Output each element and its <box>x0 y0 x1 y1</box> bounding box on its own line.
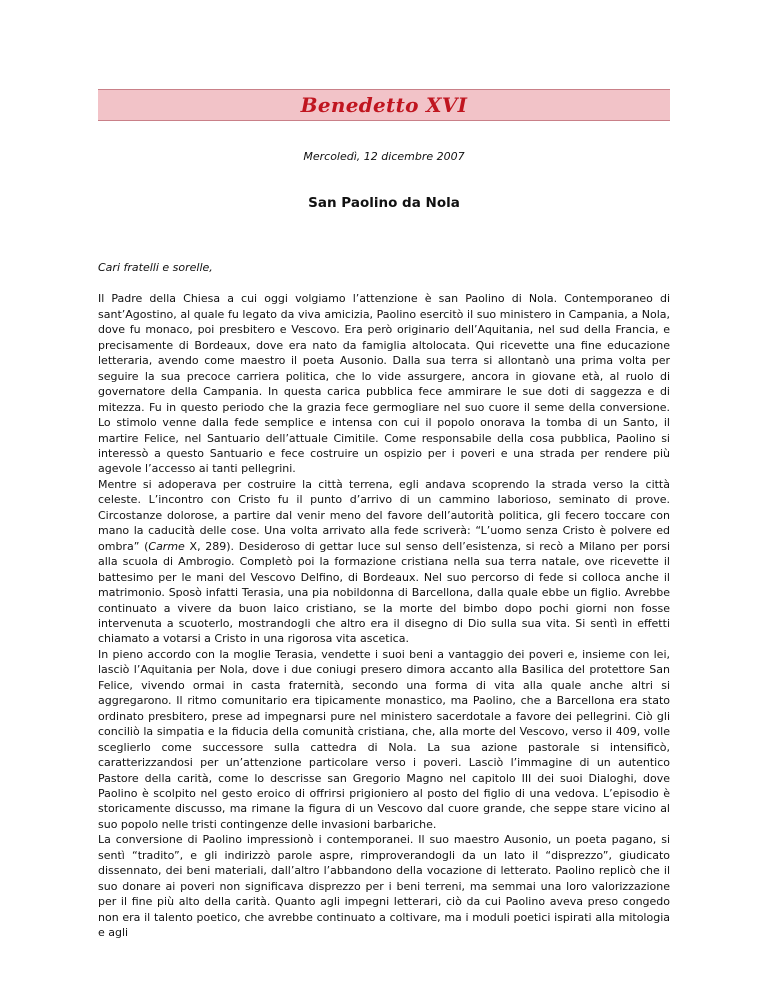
paragraph-2-part-a: Mentre si adoperava per costruire la città terrena, egli andava scoprendo la strada verso la città celeste. L’incontro con Cristo fu il punto d’arrivo di un cammino laborioso, seminato di prove. Circostanze dolorose, a partire dal venir meno del favore dell’autorità politica, gli fecero toccare con mano la caducità delle cose. Una volta arrivato alla fede scriverà: “L’uomo senza Cristo è polvere ed ombra” ( <box>98 477 670 553</box>
document-date: Mercoledì, 12 dicembre 2007 <box>303 150 465 163</box>
document-title: San Paolino da Nola <box>308 195 460 211</box>
paragraph-2 <box>98 477 670 647</box>
paragraph-4: La conversione di Paolino impressionò i contemporanei. Il suo maestro Ausonio, un poeta pagano, si sentì “tradito”, e gli indirizzò parole aspre, rimproverandogli da un lato il “disprezzo”, giudicato dissennato, dei beni materiali, dall’altro l’abbandono della vocazione di letterato. Paolino replicò che il suo donare ai poveri non significava disprezzo per i beni terreni, ma semmai una loro valorizzazione per il fine più alto della carità. Quanto agli impegni letterari, ciò da cui Paolino aveva preso congedo non era il talento poetico, che avrebbe continuato a coltivare, ma i moduli poetici ispirati alla mitologia e agli <box>98 833 670 940</box>
carme-reference: Carme <box>148 539 185 553</box>
salutation: Cari fratelli e sorelle, <box>98 261 213 274</box>
header-band <box>98 89 670 121</box>
paragraph-3: In pieno accordo con la moglie Terasia, vendette i suoi beni a vantaggio dei poveri e, insieme con lei, lasciò l’Aquitania per Nola, dove i due coniugi presero dimora accanto alla Basilica del protettore San Felice, vivendo ormai in casta fraternità, secondo una forma di vita alla quale anche altri si aggregarono. Il ritmo comunitario era tipicamente monastico, ma Paolino, che a Barcellona era stato ordinato presbitero, prese ad impegnarsi pure nel ministero sacerdotale a favore dei pellegrini. Ciò gli conciliò la simpatia e la fiducia della comunità cristiana, che, alla morte del Vescovo, verso il 409, volle sceglierlo come successore sulla cattedra di Nola. La sua azione pastorale si intensificò, caratterizzandosi per un’attenzione particolare verso i poveri. Lasciò l’immagine di un autentico Pastore della carità, come lo descrisse san Gregorio Magno nel capitolo III dei suoi Dialoghi, dove Paolino è scolpito nel gesto eroico di offrirsi prigioniero al posto del figlio di una vedova. L’episodio è storicamente discusso, ma rimane la figura di un Vescovo dal cuore grande, che seppe stare vicino al suo popolo nelle tristi contingenze delle invasioni barbariche. <box>98 647 670 831</box>
document-body <box>98 260 670 940</box>
header-title: Benedetto XVI <box>300 93 468 117</box>
paragraph-1: Il Padre della Chiesa a cui oggi volgiamo l’attenzione è san Paolino di Nola. Contemporaneo di sant’Agostino, al quale fu legato da viva amicizia, Paolino esercitò il suo ministero in Campania, a Nola, dove fu monaco, poi presbitero e Vescovo. Era però originario dell’Aquitania, nel sud della Francia, e precisamente di Bordeaux, dove era nato da famiglia altolocata. Qui ricevette una fine educazione letteraria, avendo come maestro il poeta Ausonio. Dalla sua terra si allontanò una prima volta per seguire la sua precoce carriera politica, che lo vide assurgere, ancora in giovane età, al ruolo di governatore della Campania. In questa carica pubblica fece ammirare le sue doti di saggezza e di mitezza. Fu in questo periodo che la grazia fece germogliare nel suo cuore il seme della conversione. Lo stimolo venne dalla fede semplice e intensa con cui il popolo onorava la tomba di un Santo, il martire Felice, nel Santuario dell’attuale Cimitile. Come responsabile della cosa pubblica, Paolino si interessò a questo Santuario e fece costruire un ospizio per i poveri e una strada per rendere più agevole l’accesso ai tanti pellegrini. <box>98 292 670 476</box>
paragraph-2-part-b: X, 289). Desideroso di gettar luce sul senso dell’esistenza, si recò a Milano per porsi alla scuola di Ambrogio. Completò poi la formazione cristiana nella sua terra natale, ove ricevette il battesimo per le mani del Vescovo Delfino, di Bordeaux. Nel suo percorso di fede si colloca anche il matrimonio. Sposò infatti Terasia, una pia nobildonna di Barcellona, dalla quale ebbe un figlio. Avrebbe continuato a vivere da buon laico cristiano, se la morte del bimbo dopo pochi giorni non fosse intervenuta a scuoterlo, mostrandogli che altro era il disegno di Dio sulla sua vita. Si sentì in effetti chiamato a votarsi a Cristo in una rigorosa vita ascetica. <box>98 539 670 646</box>
